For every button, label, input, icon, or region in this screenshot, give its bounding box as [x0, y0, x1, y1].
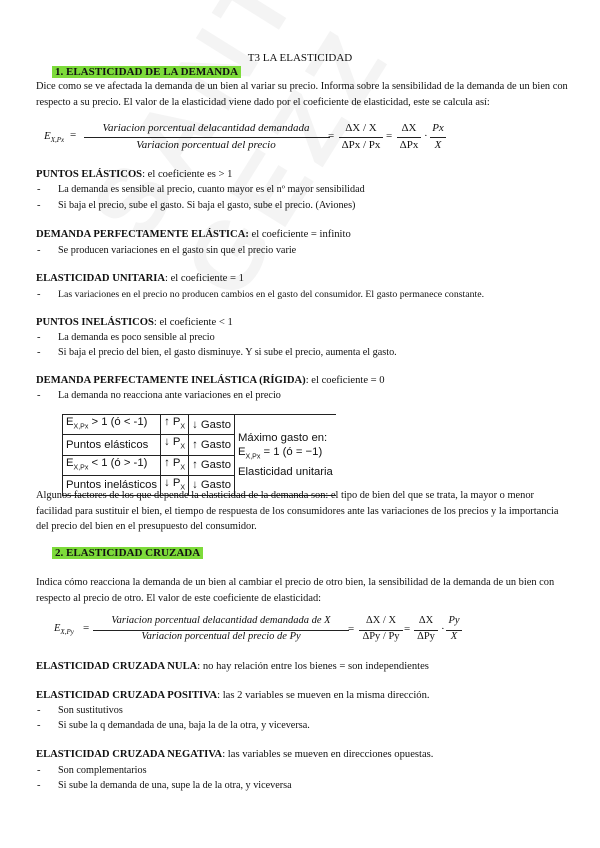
- list-item: Si baja el precio del bien, el gasto disminuye. Y si sube el precio, aumenta el gasto.: [58, 347, 397, 358]
- table-cell: ↓ $P_X$: [161, 475, 189, 495]
- formula-eq-3: =: [386, 130, 393, 142]
- cruzada-negativa-heading: ELASTICIDAD CRUZADA NEGATIVA: las variables se mueven en direcciones opuestas.: [36, 749, 434, 760]
- cruzada-nula-heading: ELASTICIDAD CRUZADA NULA: no hay relación entre los bienes = son independientes: [36, 661, 429, 672]
- table-cell: ↑ Gasto: [189, 435, 235, 455]
- formula-numerator: Variacion porcentual delacantidad demandada: [102, 122, 310, 134]
- bullet: -: [37, 347, 41, 358]
- table-row: [63, 415, 336, 435]
- list-item: Son sustitutivos: [58, 705, 123, 716]
- list-item: Si sube la q demandada de una, baja la de la otra, y viceversa.: [58, 720, 310, 731]
- formula2-price-den: X: [450, 631, 458, 642]
- table-cell: $E_{X,Px} > 1$ (ó < -1): [63, 415, 161, 435]
- formula2-eq-3: =: [404, 623, 411, 635]
- elasticity-table: [62, 414, 336, 496]
- table-cell: ↑ $P_X$: [161, 455, 189, 475]
- formula-price-line: [430, 137, 446, 138]
- table-cell: ↑ Gasto: [189, 455, 235, 475]
- bullet: -: [37, 780, 41, 791]
- bullet: -: [37, 705, 41, 716]
- formula-denominator: Variacion porcentual del precio: [136, 139, 276, 151]
- formula-eq-2: =: [328, 130, 335, 142]
- bullet: -: [37, 390, 41, 401]
- formula2-price-num: Py: [448, 615, 460, 626]
- formula2-numerator: Variacion porcentual delacantidad demandada de X: [111, 615, 331, 626]
- list-item: Si sube la demanda de una, supe la de la otra, y viceversa: [58, 780, 292, 791]
- table-cell: $E_{X,Px} < 1$ (ó > -1): [63, 455, 161, 475]
- document-title: T3 LA ELASTICIDAD: [247, 52, 353, 64]
- bullet: -: [37, 245, 41, 256]
- formula2-lhs: $E_{X,Py}$: [54, 623, 74, 637]
- formula-delta-den: ΔPx: [399, 139, 419, 151]
- table-cell: Puntos elásticos: [63, 435, 161, 455]
- formula-eq: =: [70, 129, 77, 141]
- section-2-intro: Indica cómo reacciona la demanda de un bien al cambiar el precio de otro bien, la sensibilidad de la demanda de un bien con respecto al precio de otro. El valor de este coeficiente de elasticidad:: [36, 577, 555, 604]
- cruzada-positiva-heading: ELASTICIDAD CRUZADA POSITIVA: las 2 variables se mueven en la misma dirección.: [36, 690, 430, 701]
- table-cell: ↑ $P_X$: [161, 415, 189, 435]
- bullet: -: [37, 765, 41, 776]
- formula-fraction-line: [84, 137, 330, 138]
- formula-price-den: X: [434, 139, 442, 151]
- formula2-eq-2: =: [348, 623, 355, 635]
- formula2-delta-den: ΔPy: [417, 631, 435, 642]
- bullet: -: [37, 184, 41, 195]
- formula2-denominator: Variacion porcentual del precio de Py: [141, 631, 301, 642]
- section-1-heading: 1. ELASTICIDAD DE LA DEMANDA: [52, 66, 241, 78]
- section-1-intro: Dice como se ve afectada la demanda de un bien al variar su precio. Informa sobre la sensibilidad de la demanda de un bien con respecto a su precio. El valor de la elasticidad viene dado por el coeficiente de elasticidad, este se calcula así:: [36, 81, 568, 108]
- puntos-elasticos-heading: PUNTOS ELÁSTICOS: el coeficiente es > 1: [36, 169, 233, 180]
- list-item: La demanda no reacciona ante variaciones en el precio: [58, 390, 281, 401]
- bullet: -: [37, 200, 41, 211]
- formula2-dot: ·: [441, 623, 445, 635]
- factores-paragraph: Algunos factores de los que depende la elasticidad de la demanda son: el tipo de bien del que se trata, la mayor o menor facilidad para sustituir el bien, el tiempo de respuesta de los consumidores ante las variaciones de los precios y la importancia del precio del bien en el presupuesto del consumidor.: [36, 490, 559, 533]
- perfectamente-inelastica-heading: DEMANDA PERFECTAMENTE INELÁSTICA (RÍGIDA): el coeficiente = 0: [36, 375, 385, 386]
- formula-delta-line: [397, 137, 421, 138]
- bullet: -: [37, 289, 41, 300]
- list-item: Si baja el precio, sube el gasto. Si baja el gasto, sube el precio. (Aviones): [58, 200, 356, 211]
- formula2-ratio-den: ΔPy / Py: [362, 631, 400, 642]
- table-cell: Puntos inelásticos: [63, 475, 161, 495]
- formula-ratio-num: ΔX / X: [345, 122, 377, 134]
- puntos-inelasticos-heading: PUNTOS INELÁSTICOS: el coeficiente < 1: [36, 317, 233, 328]
- list-item: Las variaciones en el precio no producen cambios en el gasto del consumidor. El gasto permanece constante.: [58, 289, 485, 300]
- watermark: [70, 0, 537, 317]
- elasticidad-unitaria-heading: ELASTICIDAD UNITARIA: el coeficiente = 1: [36, 273, 244, 284]
- bullet: -: [37, 720, 41, 731]
- formula-lhs: $E_{X,Px}$: [44, 130, 65, 145]
- formula-ratio-line: [339, 137, 383, 138]
- formula2-delta-num: ΔX: [418, 615, 434, 626]
- table-cell-summary: Máximo gasto en: $E_{X,Px} = 1$ (ó = −1) Elasticidad unitaria: [235, 415, 336, 496]
- formula-dot: ·: [424, 130, 428, 142]
- formula-price-num: Px: [432, 122, 444, 134]
- list-item: La demanda es sensible al precio, cuanto mayor es el nº mayor sensibilidad: [58, 184, 365, 195]
- formula-ratio-den: ΔPx / Px: [341, 139, 381, 151]
- formula2-eq: =: [83, 622, 90, 634]
- list-item: Se producen variaciones en el gasto sin que el precio varie: [58, 245, 297, 256]
- list-item: Son complementarios: [58, 765, 147, 776]
- formula-delta-num: ΔX: [401, 122, 417, 134]
- table-cell: ↓ Gasto: [189, 415, 235, 435]
- table-cell: ↓ $P_X$: [161, 435, 189, 455]
- table-cell: ↓ Gasto: [189, 475, 235, 495]
- list-item: La demanda es poco sensible al precio: [58, 332, 215, 343]
- bullet: -: [37, 332, 41, 343]
- formula2-ratio-num: ΔX / X: [365, 615, 397, 626]
- section-2-heading: 2. ELASTICIDAD CRUZADA: [52, 547, 203, 559]
- perfectamente-elastica-heading: DEMANDA PERFECTAMENTE ELÁSTICA: el coeficiente = infinito: [36, 229, 351, 240]
